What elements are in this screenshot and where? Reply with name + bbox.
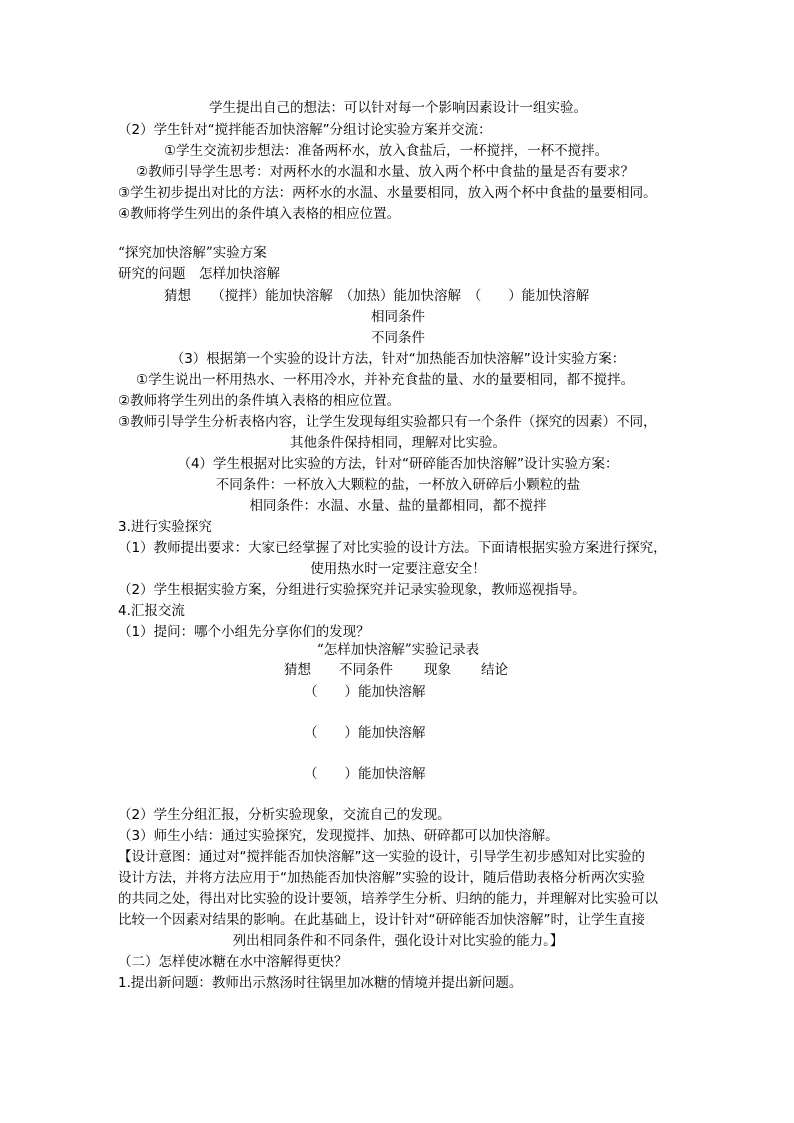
text-line: ①学生说出一杯用热水、一杯用冷水，并补充食盐的量、水的量要相同，都不搅拌。 <box>136 372 635 388</box>
text-line: ③学生初步提出对比的方法：两杯水的水温、水量要相同，放入两个杯中食盐的量要相同。 <box>118 185 657 201</box>
table-row: （ ）能加快溶解 <box>304 766 426 782</box>
text-line: 研究的问题 怎样加快溶解 <box>118 266 280 282</box>
text-line: 学生提出自己的想法：可以针对每一个影响因素设计一组实验。 <box>209 100 587 116</box>
design-intent: 设计方法，并将方法应用于“加热能否加快溶解”实验的设计，随后借助表格分析两次实验 <box>118 870 645 886</box>
text-line: 不同条件：一杯放入大颗粒的盐，一杯放入研碎后小颗粒的盐 <box>215 477 581 493</box>
text-line: ④教师将学生列出的条件填入表格的相应位置。 <box>118 206 401 222</box>
text-line: ①学生交流初步想法：准备两杯水，放入食盐后，一杯搅拌，一杯不搅拌。 <box>164 143 609 159</box>
section-heading: 4.汇报交流 <box>118 603 185 619</box>
section-heading: 3.进行实验探究 <box>118 519 212 535</box>
text-line: （3）师生小结：通过实验探究，发现搅拌、加热、研碎都可以加快溶解。 <box>118 828 559 844</box>
design-intent: 列出相同条件和不同条件，强化设计对比实验的能力。】 <box>232 933 564 949</box>
plan-row-guess: 猜想 （搅拌）能加快溶解 （加热）能加快溶解 （ ）能加快溶解 <box>164 288 590 304</box>
text-line: ③教师引导学生分析表格内容，让学生发现每组实验都只有一个条件（探究的因素）不同， <box>118 414 657 430</box>
design-intent: 【设计意图：通过对“搅拌能否加快溶解”这一实验的设计，引导学生初步感知对比实验的 <box>118 849 645 865</box>
plan-row-same: 相同条件 <box>371 309 425 325</box>
table-row: （ ）能加快溶解 <box>304 684 426 700</box>
design-intent: 比较一个因素对结果的影响。在此基础上，设计针对“研碎能否加快溶解”时，让学生直接 <box>118 912 645 928</box>
text-line: 相同条件：水温、水量、盐的量都相同，都不搅拌 <box>249 498 547 514</box>
text-line: 使用热水时一定要注意安全！ <box>310 561 486 577</box>
record-table-title: “怎样加快溶解”实验记录表 <box>316 642 480 658</box>
section-heading: （二）怎样使冰糖在水中溶解得更快？ <box>118 954 348 970</box>
plan-title: “探究加快溶解”实验方案 <box>118 245 267 261</box>
table-header: 结论 <box>481 662 508 678</box>
text-line: ②教师引导学生思考：对两杯水的水温和水量、放入两个杯中食盐的量是否有要求？ <box>136 164 635 180</box>
text-line: 其他条件保持相同，理解对比实验。 <box>290 435 506 451</box>
text-line: （2）学生分组汇报，分析实验现象，交流自己的发现。 <box>118 807 451 823</box>
plan-row-different: 不同条件 <box>371 330 425 346</box>
text-line: （2）学生针对“搅拌能否加快溶解”分组讨论实验方案并交流： <box>118 122 492 138</box>
text-line: ②教师将学生列出的条件填入表格的相应位置。 <box>118 393 401 409</box>
text-line: （2）学生根据实验方案，分组进行实验探究并记录实验现象，教师巡视指导。 <box>118 582 586 598</box>
table-header: 现象 <box>424 662 451 678</box>
text-line: 1.提出新问题：教师出示熬汤时往锅里加冰糖的情境并提出新问题。 <box>118 975 523 991</box>
table-header: 不同条件 <box>339 662 393 678</box>
table-header: 猜想 <box>284 662 311 678</box>
text-line: （1）教师提出要求：大家已经掌握了对比实验的设计方法。下面请根据实验方案进行探究， <box>118 540 667 556</box>
table-row: （ ）能加快溶解 <box>304 725 426 741</box>
design-intent: 的共同之处，得出对比实验的设计要领，培养学生分析、归纳的能力，并理解对比实验可以 <box>118 891 658 907</box>
text-line: （1）提问：哪个小组先分享你们的发现？ <box>118 624 370 640</box>
text-line: （3）根据第一个实验的设计方法，针对“加热能否加快溶解”设计实验方案： <box>170 351 626 367</box>
text-line: （4）学生根据对比实验的方法，针对“研碎能否加快溶解”设计实验方案： <box>177 456 619 472</box>
